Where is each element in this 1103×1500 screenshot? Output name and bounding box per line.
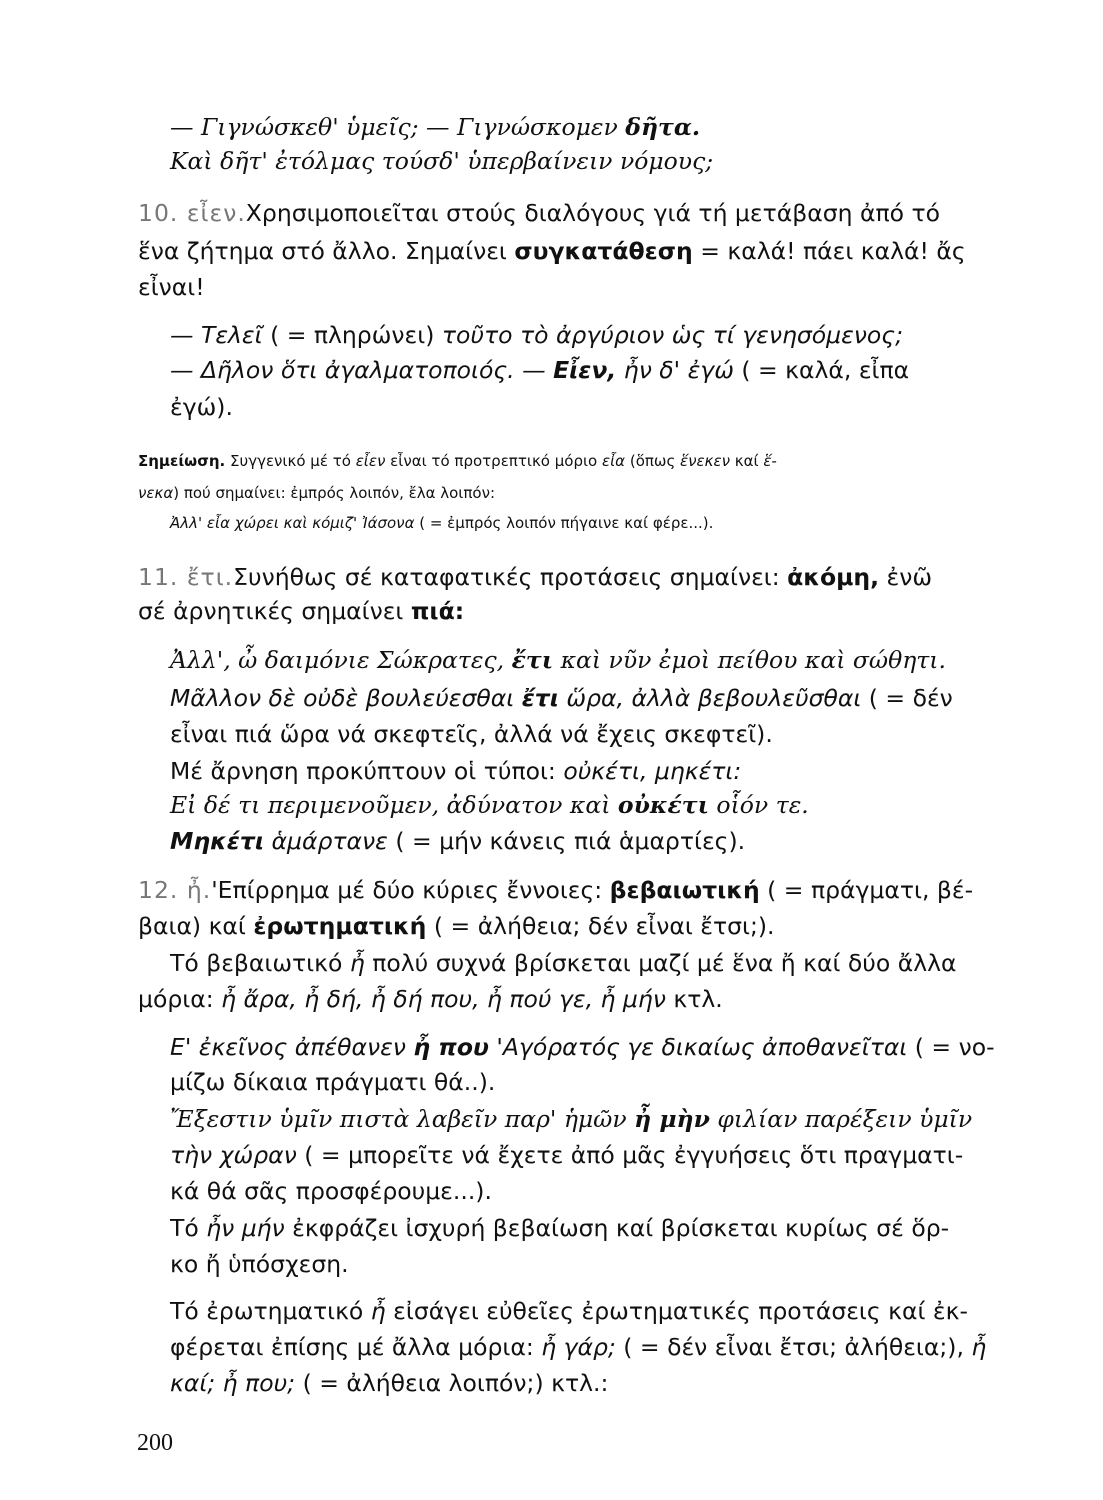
text-segment: ( = ἐμπρός λοιπόν πήγαινε καί φέρε...). — [414, 514, 714, 532]
text-line-16 — [170, 719, 773, 749]
text-segment: εἰσάγει εὐθεῖες ἐρωτηματικές προτάσεις καί ἐκ- — [385, 1297, 968, 1325]
text-segment: δῆτα. — [625, 113, 701, 141]
text-segment: (ὅπως — [625, 452, 681, 470]
text-segment: Συνήθως σέ καταφατικές προτάσεις σημαίνει: — [233, 563, 788, 591]
text-segment: Σημείωση. — [138, 452, 226, 470]
text-segment: ( = δέν εἶναι ἔτσι; ἀλήθεια;), — [615, 1333, 972, 1361]
text-segment: μίζω δίκαια πράγματι θά..). — [170, 1068, 496, 1096]
text-line-29 — [170, 1213, 949, 1243]
text-segment: Χρησιμοποιεῖται στούς διαλόγους γιά τή μετάβαση ἀπό τό — [245, 199, 940, 227]
text-segment: πολύ συχνά βρίσκεται μαζί μέ ἕνα ἤ καί δύο ἄλλα — [364, 949, 957, 977]
text-segment: ἐκφράζει ἰσχυρή βεβαίωση καί βρίσκεται κυρίως σέ ὅρ- — [284, 1214, 950, 1242]
text-segment: Καὶ δῆτ' ἐτόλμας τούσδ' ὑπερβαίνειν νόμους; — [170, 147, 714, 175]
text-line-32 — [170, 1332, 986, 1362]
text-segment: εἶναι! — [138, 273, 205, 301]
text-line-27 — [170, 1140, 963, 1170]
text-segment: ἦ γάρ; — [541, 1333, 616, 1361]
text-segment: ( = δέν — [861, 684, 953, 712]
text-segment: 'Επίρρημα μέ δύο κύριες ἔννοιες: — [211, 876, 610, 904]
text-segment: 'Αγόρατός γε δικαίως ἀποθανεῖται — [488, 1033, 908, 1061]
text-segment: ἐγώ). — [170, 393, 233, 421]
text-segment: ἦν μήν — [206, 1214, 285, 1242]
text-line-8 — [170, 392, 233, 422]
text-segment: ἦ — [349, 949, 365, 977]
text-segment: ἕνεκεν — [680, 452, 730, 470]
text-segment: ἐρωτηματική — [253, 912, 427, 940]
text-segment: ἦ — [370, 1297, 386, 1325]
text-segment: — Δῆλον ὅτι ἀγαλματοποιός. — — [170, 356, 554, 384]
text-segment: καὶ νῦν ἐμοὶ πείθου καὶ σώθητι. — [553, 646, 946, 674]
text-segment: — Γιγνώσκεθ' ὑμεῖς; — Γιγνώσκομεν — [170, 113, 626, 141]
text-line-21 — [138, 911, 775, 941]
text-segment: ἕ- — [763, 452, 777, 470]
text-line-19 — [170, 826, 745, 856]
text-segment: κά θά σᾶς προσφέρουμε...). — [170, 1177, 492, 1205]
text-segment: καί — [729, 452, 764, 470]
text-line-31 — [170, 1296, 968, 1326]
text-segment: καί; ἦ που; — [170, 1369, 296, 1397]
text-segment: σέ ἀρνητικές σημαίνει — [138, 597, 411, 625]
text-segment: — Τελεῖ — [170, 321, 271, 349]
text-segment: Ἀλλ', ὦ δαιμόνιε Σώκρατες, — [170, 646, 512, 674]
text-segment: ἦ ἄρα, ἦ δή, ἦ δή που, ἦ πού γε, ἦ μήν — [221, 985, 666, 1013]
page-number: 200 — [137, 1430, 173, 1456]
text-line-17 — [170, 756, 741, 786]
text-line-24 — [170, 1032, 995, 1062]
text-segment: ἀκόμη, — [787, 563, 880, 591]
text-line-5 — [138, 272, 205, 302]
text-segment: ( = καλά, εἶπα — [733, 356, 910, 384]
text-segment: πιά: — [410, 597, 465, 625]
text-segment: ὥρα, ἀλλὰ βεβουλεῦσθαι — [558, 684, 862, 712]
text-segment: ( = ἀλήθεια; δέν εἶναι ἔτσι;). — [426, 912, 775, 940]
text-segment: βαια) καί — [138, 912, 254, 940]
text-line-26 — [170, 1104, 972, 1134]
text-line-13 — [138, 596, 464, 626]
text-segment: Τό βεβαιωτικό — [170, 949, 350, 977]
text-line-11 — [170, 512, 713, 534]
text-segment: εἶα — [602, 452, 626, 470]
text-segment: 10. εἶεν. — [138, 199, 246, 227]
text-segment: κτλ. — [665, 985, 723, 1013]
text-segment: ( = νο- — [907, 1033, 995, 1061]
text-segment: μόρια: — [138, 985, 222, 1013]
text-segment: συγκατάθεση — [514, 237, 693, 265]
text-segment: ( = ἀλήθεια λοιπόν;) κτλ.: — [295, 1369, 609, 1397]
text-line-20 — [138, 875, 973, 905]
text-segment: τοῦτο τὸ ἀργύριον ὡς τί γενησόμενος; — [441, 321, 903, 349]
text-line-18 — [170, 790, 809, 820]
text-segment: Ε' ἐκεῖνος ἀπέθανεν — [170, 1033, 414, 1061]
text-line-28 — [170, 1176, 492, 1206]
text-segment: ) πού σημαίνει: ἐμπρός λοιπόν, ἔλα λοιπόν: — [173, 484, 496, 502]
text-segment: Μέ ἄρνηση προκύπτουν οἱ τύποι: — [170, 757, 564, 785]
text-segment: 12. ἦ. — [138, 876, 212, 904]
text-segment: ἦ — [971, 1333, 987, 1361]
text-segment: Τό — [170, 1214, 207, 1242]
text-segment: εἶεν — [355, 452, 386, 470]
text-segment: ( = πληρώνει) — [270, 321, 442, 349]
text-segment: ἕνα ζήτημα στό ἄλλο. Σημαίνει — [138, 237, 515, 265]
text-segment: Τό ἐρωτηματικό — [170, 1297, 371, 1325]
text-segment: Μηκέτι — [170, 827, 265, 855]
text-segment: οἷόν τε. — [708, 791, 809, 819]
text-segment: εἶναι πιά ὥρα νά σκεφτεῖς, ἀλλά νά ἔχεις σκεφτεῖ). — [170, 720, 773, 748]
text-segment: κο ἤ ὑπόσχεση. — [170, 1250, 349, 1278]
text-segment: ἦ μὴν — [634, 1105, 710, 1133]
text-segment: ἦν δ' ἐγώ — [616, 356, 734, 384]
text-line-10 — [138, 482, 495, 504]
text-segment: ἁμάρτανε — [264, 827, 388, 855]
text-line-2 — [170, 146, 713, 176]
text-segment: τὴν χώραν — [170, 1141, 297, 1169]
text-segment: νεκα — [138, 484, 174, 502]
text-line-30 — [170, 1249, 349, 1279]
text-segment: ἦ που — [413, 1033, 489, 1061]
text-segment: Ἀλλ' εἶα χώρει καὶ κόμιζ' Ἰάσονα — [170, 514, 415, 532]
text-line-7 — [170, 355, 909, 385]
text-line-14 — [170, 645, 946, 675]
text-segment: Εἶεν, — [553, 356, 617, 384]
text-segment: Μᾶλλον δὲ οὐδὲ βουλεύεσθαι — [170, 684, 522, 712]
text-segment: βεβαιωτική — [609, 876, 760, 904]
text-segment: ( = μπορεῖτε νά ἔχετε ἀπό μᾶς ἐγγυήσεις ὅτι πραγματι- — [296, 1141, 964, 1169]
text-segment: ( = μήν κάνεις πιά ἁμαρτίες). — [387, 827, 746, 855]
text-segment: εἶναι τό προτρεπτικό μόριο — [385, 452, 602, 470]
text-line-3 — [138, 198, 940, 228]
text-segment: φέρεται ἐπίσης μέ ἄλλα μόρια: — [170, 1333, 542, 1361]
text-segment: Ἔξεστιν ὑμῖν πιστὰ λαβεῖν παρ' ἡμῶν — [170, 1105, 635, 1133]
text-segment: Συγγενικό μέ τό — [225, 452, 356, 470]
text-line-6 — [170, 320, 903, 350]
text-segment: = καλά! πάει καλά! ἄς — [692, 237, 966, 265]
text-line-12 — [138, 562, 932, 592]
text-line-15 — [170, 683, 953, 713]
text-segment: Εἰ δέ τι περιμενοῦμεν, ἀδύνατον καὶ — [170, 791, 618, 819]
text-line-25 — [170, 1067, 495, 1097]
text-line-4 — [138, 236, 966, 266]
text-segment: ἔτι — [521, 684, 559, 712]
text-line-33 — [170, 1368, 608, 1398]
text-segment: ( = πράγματι, βέ- — [759, 876, 974, 904]
text-line-1 — [170, 112, 700, 142]
text-segment: φιλίαν παρέξειν ὑμῖν — [709, 1105, 973, 1133]
text-line-22 — [170, 948, 957, 978]
text-segment: οὐκέτι — [617, 791, 709, 819]
text-line-23 — [138, 984, 723, 1014]
text-segment: ἔτι — [511, 646, 554, 674]
text-segment: ἐνῶ — [879, 563, 933, 591]
text-segment: οὐκέτι, μηκέτι: — [563, 757, 742, 785]
text-segment: 11. ἔτι. — [138, 563, 234, 591]
text-line-9 — [138, 450, 777, 472]
